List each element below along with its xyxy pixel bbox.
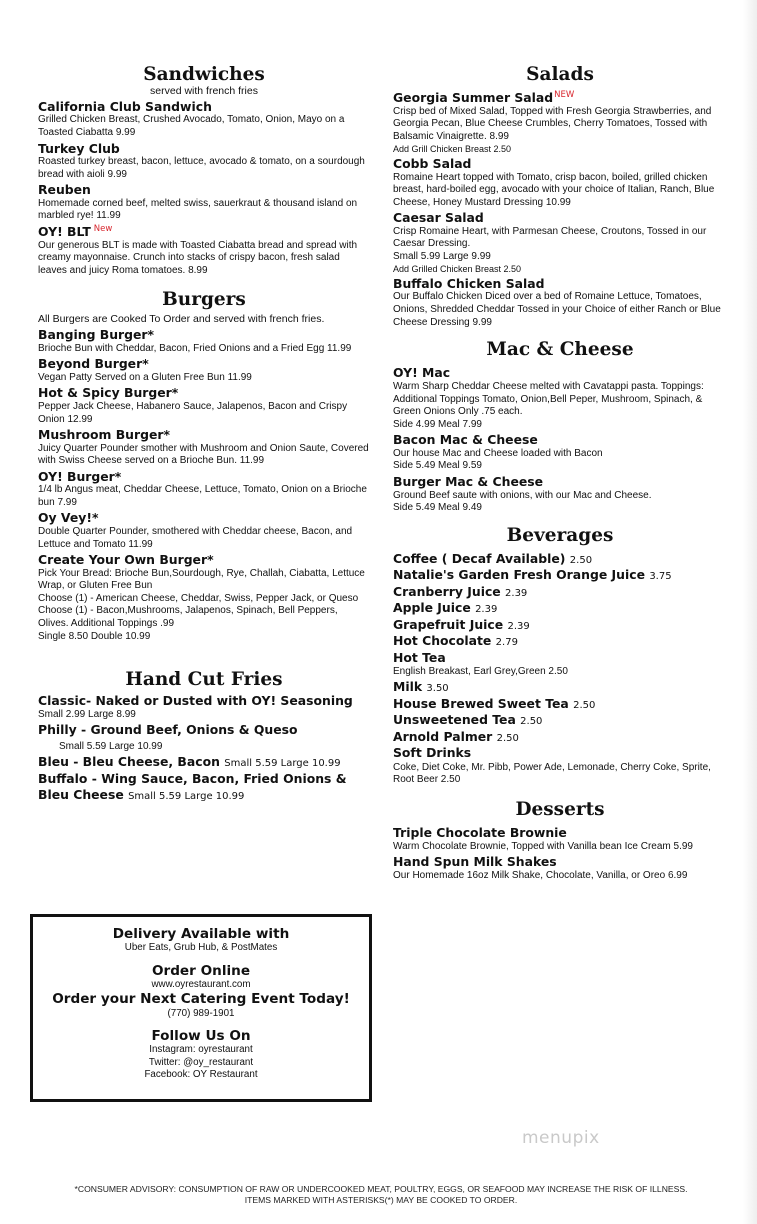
item-name: Philly - Ground Beef, Onions & Queso [38, 722, 298, 737]
menu-item [393, 210, 727, 275]
item-description: Choose (1) - American Cheese, Cheddar, Swiss, Pepper Jack, or Queso [38, 592, 359, 604]
menu-item [38, 469, 370, 510]
item-name: Bleu - Bleu Cheese, Bacon [38, 753, 220, 769]
item-description: Pepper Jack Cheese, Habanero Sauce, Jalapenos, Bacon and Crispy Onion 12.99 [38, 400, 348, 425]
beverage-item [393, 650, 727, 679]
menu-item [393, 156, 727, 209]
item-description: Our Buffalo Chicken Diced over a bed of Romaine Lettuce, Tomatoes, Onions, Shredded Cheddar Tossed in your Choice of either Ranch or Blue Cheese Dressing 9.99 [393, 291, 721, 328]
item-name: Georgia Summer Salad [393, 90, 554, 106]
beverage-item [393, 729, 727, 746]
twitter-handle: Twitter: @oy_restaurant [148, 1056, 254, 1068]
item-description: Our Homemade 16oz Milk Shake, Chocolate, Vanilla, or Oreo 6.99 [393, 869, 688, 881]
menu-item [38, 99, 370, 140]
item-description: Our house Mac and Cheese loaded with Bacon [393, 447, 603, 459]
item-name: Hot & Spicy Burger* [38, 385, 179, 401]
item-name-row [38, 754, 370, 771]
item-name: Hot Chocolate [393, 633, 492, 649]
item-name: Caesar Salad [393, 210, 484, 226]
beverages-title: Beverages [506, 524, 614, 546]
item-sizes: Small 5.99 Large 9.99 [393, 250, 491, 262]
item-name: OY! Mac [393, 365, 451, 381]
item-name: Create Your Own Burger* [38, 552, 214, 568]
menu-item [38, 552, 370, 643]
item-description: Romaine Heart topped with Tomato, crisp bacon, boiled, grilled chicken breast, hard-boiled egg, avocado with your choice of Italian, Ranch, Blue Cheese, Honey Mustard Dressing 10.99 [393, 171, 715, 208]
burgers-title: Burgers [162, 289, 246, 311]
page-edge-shadow [743, 0, 757, 1224]
salads-title: Salads [526, 64, 594, 85]
fries-title: Hand Cut Fries [125, 669, 283, 691]
burgers-section [38, 289, 370, 643]
item-name: Cranberry Juice [393, 583, 501, 599]
beverage-item [393, 745, 727, 787]
menu-item [38, 510, 370, 551]
item-description: Roasted turkey breast, bacon, lettuce, avocado & tomato, on a sourdough bread with aioli 9.99 [38, 156, 365, 180]
item-name: Natalie's Garden Fresh Orange Juice [393, 567, 645, 583]
item-price: 2.39 [475, 604, 498, 616]
delivery-partners: Uber Eats, Grub Hub, & PostMates [124, 942, 278, 954]
beverage-item [393, 584, 727, 601]
item-description: Brioche Bun with Cheddar, Bacon, Fried Onions and a Fried Egg 11.99 [38, 342, 352, 354]
item-name: Grapefruit Juice [393, 616, 504, 632]
beverage-list [393, 551, 727, 787]
item-price: 2.39 [507, 620, 530, 632]
fries-section [38, 669, 370, 803]
item-description: Pick Your Bread: Brioche Bun,Sourdough, Rye, Challah, Ciabatta, Lettuce Wrap, or Gluten Free Bun [38, 567, 365, 592]
item-description: Coke, Diet Coke, Mr. Pibb, Power Ade, Lemonade, Cherry Coke, Sprite, Root Beer 2.50 [393, 761, 711, 786]
item-price: 2.50 [520, 716, 543, 728]
item-name: Arnold Palmer [393, 728, 493, 744]
advisory-line: *CONSUMER ADVISORY: CONSUMPTION OF RAW OR UNDERCOOKED MEAT, POULTRY, EGGS, OR SEAFOOD MAY INCREASE THE RISK OF ILLNESS. [74, 1184, 688, 1194]
beverage-item [393, 567, 727, 584]
beverage-item [393, 617, 727, 634]
desserts-title: Desserts [515, 798, 605, 820]
item-description: Warm Sharp Cheddar Cheese melted with Cavatappi pasta. Toppings: Additional Toppings Tomato, Onion,Bell Peper, Mushroom, Spinach, & Green Onions Only .75 each. [393, 380, 704, 418]
item-name: Milk [393, 679, 423, 695]
item-addon: Add Grill Chicken Breast 2.50 [393, 143, 512, 154]
menupix-watermark: menupix [522, 1128, 600, 1148]
item-name: OY! BLT [38, 224, 91, 240]
burgers-intro: All Burgers are Cooked To Order and served with french fries. [38, 312, 325, 325]
item-name: Bacon Mac & Cheese [393, 432, 538, 448]
item-name: Hand Spun Milk Shakes [393, 854, 557, 870]
sandwiches-subtitle: served with french fries [150, 85, 258, 98]
item-description: English Breakast, Earl Grey,Green 2.50 [393, 666, 568, 678]
menu-item [393, 365, 727, 431]
menu-item [38, 771, 370, 803]
item-price: 2.50 [569, 554, 593, 566]
item-name: California Club Sandwich [38, 98, 212, 114]
mac-title: Mac & Cheese [486, 339, 634, 361]
advisory-line: ITEMS MARKED WITH ASTERISKS(*) MAY BE COOKED TO ORDER. [244, 1194, 518, 1205]
item-price: 2.50 [496, 732, 519, 744]
item-description: 1/4 lb Angus meat, Cheddar Cheese, Lettuce, Tomato, Onion on a Brioche bun 7.99 [38, 484, 367, 508]
order-online-heading: Order Online [151, 962, 251, 979]
item-description: Juicy Quarter Pounder smother with Mushroom and Onion Saute, Covered with Swiss Cheese served on a Brioche Bun. 11.99 [38, 442, 369, 467]
menu-item [38, 224, 370, 277]
item-name: Hot Tea [393, 649, 446, 665]
item-name: Beyond Burger* [38, 356, 149, 372]
new-badge: NEW [554, 90, 575, 101]
item-price: 3.50 [426, 683, 449, 695]
salads-section [393, 64, 727, 329]
menu-item [38, 693, 370, 722]
menu-item [38, 327, 370, 355]
left-column [38, 64, 370, 803]
info-box [30, 914, 372, 1102]
mac-section [393, 339, 727, 515]
menu-item [38, 385, 370, 426]
item-sizes: Side 5.49 Meal 9.49 [393, 502, 482, 514]
item-name: Banging Burger* [38, 327, 154, 343]
beverage-item [393, 600, 727, 617]
item-name: Burger Mac & Cheese [393, 474, 544, 489]
item-name-row [38, 771, 370, 803]
menu-item [38, 754, 370, 771]
item-description: Crisp Romaine Heart, with Parmesan Cheese, Croutons, Tossed in our Caesar Dressing. [393, 225, 707, 250]
item-name: Coffee ( Decaf Available) [393, 550, 566, 566]
sandwiches-section [38, 64, 370, 277]
item-name: House Brewed Sweet Tea [393, 695, 569, 711]
right-column [393, 64, 727, 882]
sandwiches-title: Sandwiches [143, 64, 265, 85]
phone-number[interactable]: (770) 989-1901 [167, 1007, 235, 1019]
beverage-item [393, 551, 727, 568]
facebook-handle: Facebook: OY Restaurant [144, 1068, 258, 1080]
menu-item [393, 276, 727, 329]
item-name-row [393, 90, 727, 106]
item-description: Double Quarter Pounder, smothered with Cheddar cheese, Bacon, and Lettuce and Tomato 11.99 [38, 525, 353, 550]
item-name: Buffalo Chicken Salad [393, 275, 545, 291]
item-description: Vegan Patty Served on a Gluten Free Bun 11.99 [38, 371, 252, 383]
menu-item [38, 722, 370, 753]
item-name: Soft Drinks [393, 745, 472, 761]
menu-item [393, 432, 727, 473]
item-name: Turkey Club [38, 140, 120, 156]
item-name: Mushroom Burger* [38, 427, 170, 443]
item-addon: Add Grilled Chicken Breast 2.50 [393, 263, 522, 274]
delivery-heading: Delivery Available with [112, 926, 290, 942]
item-price: 2.50 [573, 699, 596, 711]
item-description: Our generous BLT is made with Toasted Ciabatta bread and spread with creamy mayonnaise. Crunch into stacks of crispy bacon, fresh salad leaves and juicy Roma tomatoes. 8.99 [38, 239, 358, 276]
item-price: Single 8.50 Double 10.99 [38, 630, 151, 642]
item-sizes: Side 4.99 Meal 7.99 [393, 418, 482, 430]
beverage-item [393, 679, 727, 696]
item-price: 3.75 [649, 571, 672, 583]
consumer-advisory [30, 1184, 732, 1205]
item-description: Grilled Chicken Breast, Crushed Avocado, Tomato, Onion, Mayo on a Toasted Ciabatta 9.99 [38, 114, 345, 138]
item-name: Apple Juice [393, 600, 471, 616]
menu-item [38, 182, 370, 223]
menu-item [393, 474, 727, 515]
item-sizes: Small 5.59 Large 10.99 [128, 790, 245, 802]
menu-item [393, 825, 727, 853]
item-name: Reuben [38, 182, 91, 198]
website-link[interactable]: www.oyrestaurant.com [151, 978, 251, 990]
item-description: Choose (1) - Bacon,Mushrooms, Jalapenos, Spinach, Bell Peppers, Olives. Additional Toppings .99 [38, 605, 338, 630]
beverages-section [393, 525, 727, 787]
item-name: Buffalo - Wing Sauce, Bacon, Fried Onions & Bleu Cheese [38, 771, 347, 802]
item-description: Homemade corned beef, melted swiss, sauerkraut & thousand island on marbled rye! 11.99 [38, 197, 358, 222]
beverage-item [393, 633, 727, 650]
item-description: Warm Chocolate Brownie, Topped with Vanilla bean Ice Cream 5.99 [393, 840, 693, 852]
item-price: 2.79 [495, 637, 518, 649]
item-sizes: Side 5.49 Meal 9.59 [393, 460, 482, 472]
catering-heading: Order your Next Catering Event Today! [52, 991, 350, 1008]
item-description: Ground Beef saute with onions, with our Mac and Cheese. [393, 489, 652, 501]
item-price: 2.39 [505, 587, 528, 599]
item-name: Cobb Salad [393, 156, 472, 171]
item-description: Crisp bed of Mixed Salad, Topped with Fresh Georgia Strawberries, and Georgia Pecan, Blue Cheese Crumbles, Cherry Tomatoes, Tossed with Balsamic Vinaigrette. 8.99 [393, 105, 712, 143]
item-sizes: Small 5.59 Large 10.99 [59, 740, 163, 752]
follow-heading: Follow Us On [151, 1027, 251, 1044]
menu-item [393, 90, 727, 155]
menu-item [38, 141, 370, 182]
beverage-item [393, 696, 727, 713]
item-name: Triple Chocolate Brownie [393, 825, 567, 840]
item-name-row [38, 224, 370, 240]
item-name: Unsweetened Tea [393, 712, 516, 728]
item-sizes: Small 5.59 Large 10.99 [224, 757, 341, 769]
instagram-handle: Instagram: oyrestaurant [149, 1044, 253, 1056]
menu-item [393, 854, 727, 882]
item-name: Classic- Naked or Dusted with OY! Seasoning [38, 692, 353, 708]
menu-item [38, 356, 370, 384]
beverage-item [393, 712, 727, 729]
item-name: Oy Vey!* [38, 510, 99, 526]
menu-item [38, 427, 370, 468]
desserts-section [393, 799, 727, 882]
new-badge: New [93, 223, 113, 234]
item-sizes: Small 2.99 Large 8.99 [38, 709, 136, 720]
item-name: OY! Burger* [38, 468, 122, 484]
